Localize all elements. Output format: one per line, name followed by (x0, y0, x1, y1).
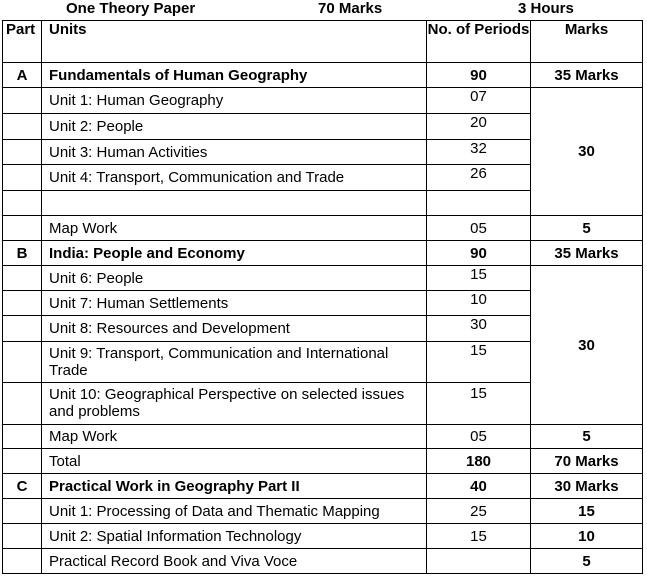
unit-periods: 30 (427, 316, 531, 342)
map-work-periods: 05 (427, 425, 531, 449)
map-work-marks: 5 (531, 216, 643, 241)
section-a-row (3, 63, 643, 88)
unit-name: Unit 2: People (42, 114, 427, 140)
record-marks: 5 (531, 549, 643, 574)
total-periods: 180 (427, 449, 531, 474)
column-header-units: Units (42, 21, 427, 63)
table-row (3, 88, 643, 114)
map-work-label: Map Work (42, 216, 427, 241)
table-row (3, 524, 643, 549)
section-title: Practical Work in Geography Part II (42, 474, 427, 499)
section-periods: 90 (427, 241, 531, 266)
table-row (3, 549, 643, 574)
unit-periods: 25 (427, 499, 531, 524)
units-marks: 30 (531, 266, 643, 425)
unit-periods: 32 (427, 140, 531, 165)
table-row (3, 425, 643, 449)
column-header-marks: Marks (531, 21, 643, 63)
unit-periods: 15 (427, 266, 531, 291)
total-label: Total (42, 449, 427, 474)
section-marks: 35 Marks (531, 241, 643, 266)
unit-name: Unit 8: Resources and Development (42, 316, 427, 342)
unit-marks: 15 (531, 499, 643, 524)
part-label: B (3, 241, 42, 266)
map-work-label: Map Work (42, 425, 427, 449)
map-work-marks: 5 (531, 425, 643, 449)
part-label: C (3, 474, 42, 499)
unit-periods: 07 (427, 88, 531, 114)
unit-periods: 15 (427, 524, 531, 549)
paper-title: One Theory Paper (66, 0, 196, 17)
unit-name: Unit 1: Processing of Data and Thematic Mapping (42, 499, 427, 524)
map-work-periods: 05 (427, 216, 531, 241)
total-row (3, 449, 643, 474)
unit-name: Unit 2: Spatial Information Technology (42, 524, 427, 549)
section-title: Fundamentals of Human Geography (42, 63, 427, 88)
column-header-part: Part (3, 21, 42, 63)
part-label: A (3, 63, 42, 88)
total-marks: 70 Marks (531, 449, 643, 474)
table-row (3, 216, 643, 241)
table-row (3, 266, 643, 291)
total-marks-label: 70 Marks (318, 0, 383, 17)
unit-periods: 20 (427, 114, 531, 140)
syllabus-table (2, 20, 643, 574)
unit-marks: 10 (531, 524, 643, 549)
table-header-row (3, 21, 643, 63)
unit-name: Unit 9: Transport, Communication and International Trade (42, 342, 427, 383)
column-header-periods: No. of Periods (427, 21, 531, 63)
unit-periods: 15 (427, 383, 531, 425)
section-periods: 40 (427, 474, 531, 499)
table-row (3, 499, 643, 524)
unit-name: Unit 7: Human Settlements (42, 291, 427, 316)
section-marks: 35 Marks (531, 63, 643, 88)
unit-name: Unit 6: People (42, 266, 427, 291)
unit-name: Unit 10: Geographical Perspective on selected issues and problems (42, 383, 427, 425)
section-c-row (3, 474, 643, 499)
section-periods: 90 (427, 63, 531, 88)
unit-name: Unit 1: Human Geography (42, 88, 427, 114)
unit-periods: 26 (427, 165, 531, 191)
duration-label: 3 Hours (518, 0, 574, 17)
record-label: Practical Record Book and Viva Voce (42, 549, 427, 574)
unit-periods: 10 (427, 291, 531, 316)
unit-periods: 15 (427, 342, 531, 383)
units-marks: 30 (531, 88, 643, 216)
unit-name: Unit 4: Transport, Communication and Trade (42, 165, 427, 191)
section-b-row (3, 241, 643, 266)
unit-name: Unit 3: Human Activities (42, 140, 427, 165)
section-title: India: People and Economy (42, 241, 427, 266)
section-marks: 30 Marks (531, 474, 643, 499)
